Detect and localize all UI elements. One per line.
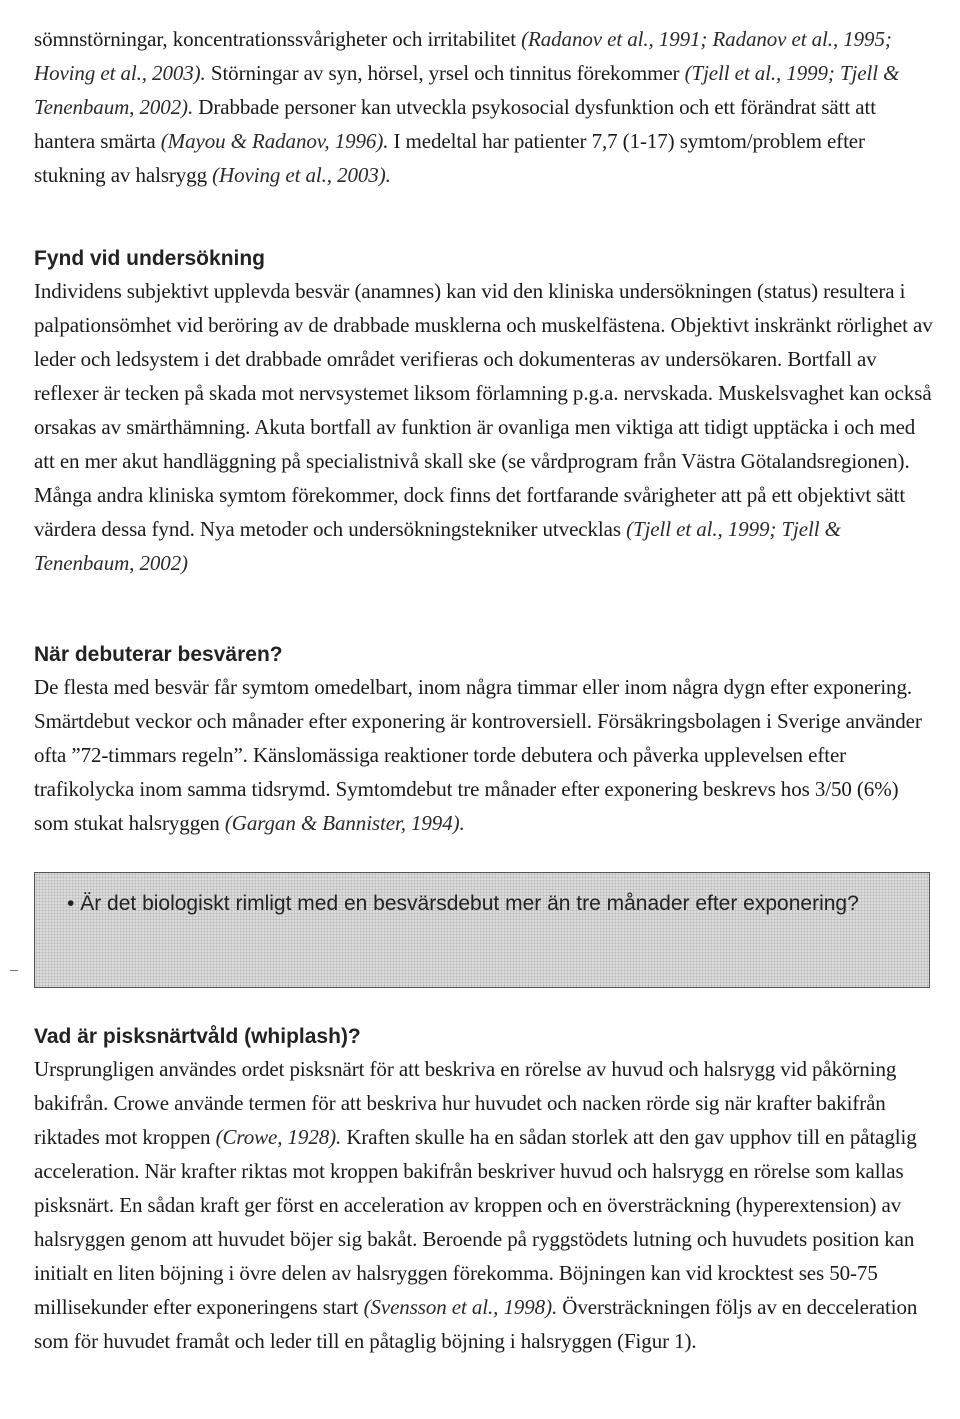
citation-tjell-2: (Tjell et al., 1999; Tjell & Tenenbaum, 2002): [34, 517, 841, 575]
bullet-icon: •: [67, 892, 75, 915]
citation-gargan: (Gargan & Bannister, 1994).: [224, 811, 465, 835]
callout-question-text: Är det biologiskt rimligt med en besvärsdebut mer än tre månader efter exponering?: [80, 892, 859, 915]
heading-nar-debuterar: När debuterar besvären?: [34, 643, 283, 666]
citation-radanov-hoving: (Radanov et al., 1991; Radanov et al., 1995; Hoving et al., 2003).: [34, 27, 892, 85]
intro-paragraph: [34, 22, 934, 192]
citation-crowe: (Crowe, 1928).: [215, 1125, 342, 1149]
whiplash-text-2: Kraften skulle ha en sådan storlek att den gav upphov till en påtaglig acceleration. När krafter riktas mot kroppen bakifrån beskriver huvud och halsrygg en rörelse som kallas pisksnärt. En sådan kraft ger först en acceleration av kroppen och en översträckning (hyperextension) av halsryggen genom att huvudet böjer sig bakåt. Beroende på ryggstödets lutning och huvudets position kan initialt en liten böjning i övre delen av halsryggen förekomma. Böjningen kan vid krocktest ses 50-75 millisekunder efter exponeringens start: [34, 1125, 917, 1319]
whiplash-paragraph: [34, 1052, 934, 1358]
fynd-text: Individens subjektivt upplevda besvär (anamnes) kan vid den kliniska undersökningen (status) resultera i palpationsömhet vid beröring av de drabbade musklerna och muskelfästena. Objektivt inskränkt rörlighet av leder och ledsystem i det drabbade området verifieras och dokumenteras av undersökaren. Bortfall av reflexer är tecken på skada mot nervsystemet liksom förlamning p.g.a. nervskada. Muskelsvaghet kan också orsakas av smärthämning. Akuta bortfall av funktion är ovanliga men viktiga att tidigt upptäcka i och med att en mer akut handläggning på specialistnivå skall ske (se vårdprogram från Västra Götalandsregionen). Många andra kliniska symtom förekommer, dock finns det fortfarande svårigheter att på ett objektivt sätt värdera dessa fynd. Nya metoder och undersökningstekniker utvecklas: [34, 279, 933, 541]
callout-question: [67, 887, 899, 920]
whiplash-text-1: Ursprungligen användes ordet pisksnärt för att beskriva en rörelse av huvud och halsrygg vid påkörning bakifrån. Crowe använde termen för att beskriva hur huvudet och nacken rörde sig när krafter bakifrån riktades mot kroppen: [34, 1057, 897, 1149]
intro-text-2: Störningar av syn, hörsel, yrsel och tinnitus förekommer: [205, 61, 685, 85]
question-callout-box: [34, 872, 930, 988]
debut-text: De flesta med besvär får symtom omedelbart, inom några timmar eller inom några dygn efter exponering. Smärtdebut veckor och månader efter exponering är kontroversiell. Försäkringsbolagen i Sverige använder ofta ”72-timmars regeln”. Känslomässiga reaktioner torde debutera och påverka upplevelsen efter trafikolycka inom samma tidsrymd. Symtomdebut tre månader efter exponering beskrevs hos 3/50 (6%) som stukat halsryggen: [34, 675, 922, 835]
margin-mark: [10, 970, 18, 971]
whiplash-text-3: Översträckningen följs av en decceleration som för huvudet framåt och leder till en påtaglig böjning i halsryggen (Figur 1).: [34, 1295, 918, 1353]
intro-text-1: sömnstörningar, koncentrationssvårigheter och irritabilitet: [34, 27, 522, 51]
heading-fynd-vid-undersokning: Fynd vid undersökning: [34, 247, 266, 270]
citation-svensson: (Svensson et al., 1998).: [363, 1295, 558, 1319]
citation-mayou: (Mayou & Radanov, 1996).: [160, 129, 389, 153]
fynd-paragraph: [34, 274, 934, 580]
intro-text-4: I medeltal har patienter 7,7 (1-17) symtom/problem efter stukning av halsrygg: [34, 129, 865, 187]
intro-text-3: Drabbade personer kan utveckla psykosocial dysfunktion och ett förändrat sätt att hantera smärta: [34, 95, 876, 153]
debut-paragraph: [34, 670, 934, 840]
citation-hoving: (Hoving et al., 2003).: [212, 163, 391, 187]
heading-whiplash: Vad är pisksnärtvåld (whiplash)?: [34, 1025, 361, 1048]
citation-tjell: (Tjell et al., 1999; Tjell & Tenenbaum, 2002).: [34, 61, 900, 119]
